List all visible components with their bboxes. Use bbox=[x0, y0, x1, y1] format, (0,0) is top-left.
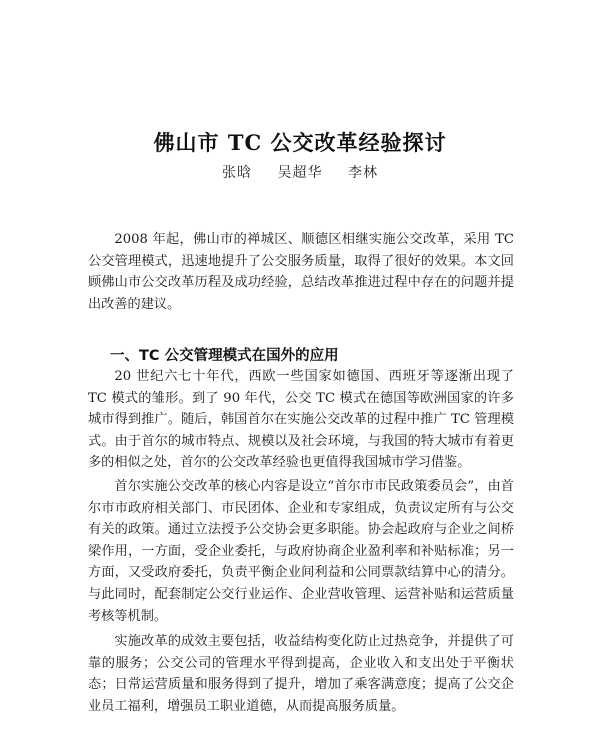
abstract-paragraph: 2008 年起，佛山市的禅城区、顺德区相继实施公交改革，采用 TC 公交管理模式，迅速地提升了公交服务质量，取得了很好的效果。本文回顾佛山市公交改革历程及成功经验，总结改革推进过程中存在的问题并提出改善的建议。 bbox=[88, 232, 514, 312]
author-name: 吴超华 bbox=[277, 165, 323, 181]
section-heading: 一、TC 公交管理模式在国外的应用 bbox=[110, 348, 339, 364]
author-name: 张晗 bbox=[222, 165, 253, 181]
body-paragraph: 首尔实施公交改革的核心内容是设立“首尔市市民政策委员会”，由首尔市市政府相关部门、市民团体、企业和专家组成，负责议定所有与公交有关的政策。通过立法授予公交协会更多职能。协会起政府与企业之间桥梁作用，一方面，受企业委托，与政府协商企业盈利率和补贴标准；另一方面，又受政府委托，负责平衡企业间利益和公同票款结算中心的清分。与此同时，配套制定公交行业运作、企业营收管理、运营补贴和运营质量考核等机制。 bbox=[88, 479, 514, 624]
author-name: 李林 bbox=[347, 165, 378, 181]
author-list bbox=[0, 162, 600, 182]
article-title: 佛山市 TC 公交改革经验探讨 bbox=[153, 130, 447, 156]
body-paragraph: 实施改革的成效主要包括，收益结构变化防止过热竞争，并提供了可靠的服务；公交公司的管理水平得到提高，企业收入和支出处于平衡状态；日常运营质量和服务得到了提升，增加了乘客满意度；提高了公交企业员工福利，增强员工职业道德，从而提高服务质量。 bbox=[88, 634, 514, 714]
body-paragraph: 20 世纪六七十年代，西欧一些国家如德国、西班牙等逐渐出现了 TC 模式的雏形。到了 90 年代，公交 TC 模式在德国等欧洲国家的许多城市得到推广。随后，韩国首尔在实施公交改革的过程中推广 TC 管理模式。由于首尔的城市特点、规模以及社会环境，与我国的特大城市有着更多的相似之处，首尔的公交改革经验也更值得我国城市学习借鉴。 bbox=[88, 369, 514, 471]
